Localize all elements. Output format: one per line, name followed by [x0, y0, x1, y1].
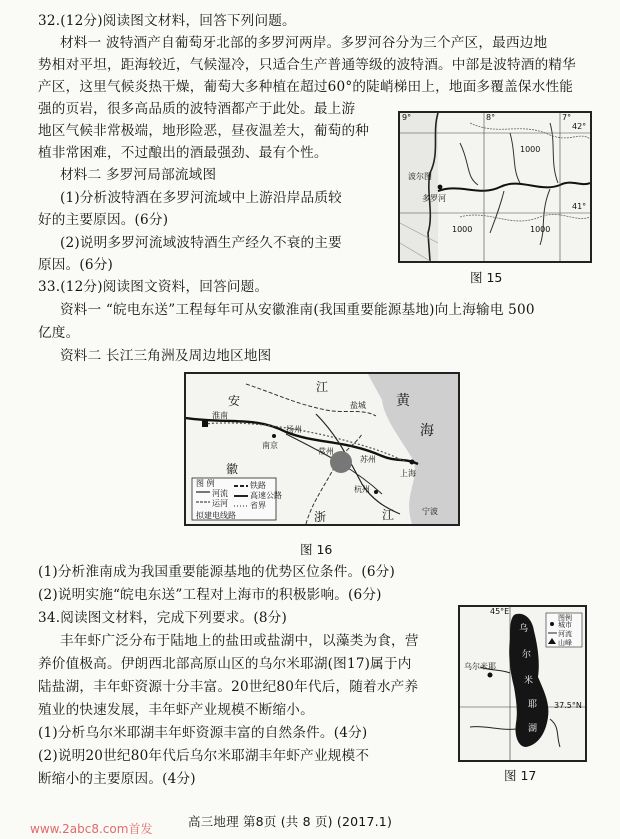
label-yangzhou: 扬州: [286, 425, 302, 434]
lake-char: 湖: [528, 724, 538, 734]
lon-label: 45°E: [490, 607, 510, 616]
legend-title: 图 例: [196, 479, 215, 488]
label-hui: 徽: [226, 462, 239, 476]
lat-label: 37.5°N: [554, 701, 582, 710]
watermark: www.2abc8.com首发: [30, 822, 153, 836]
city-urmia: 乌尔米耶: [464, 662, 496, 671]
lon-label: 8°: [486, 113, 496, 122]
q32-material1-line: 产区，这里气候炎热干燥，葡萄大多种植在超过60°的陡峭梯田上，地面多覆盖保水性能: [38, 79, 574, 95]
lake-char: 米: [524, 676, 534, 686]
contour-line: [460, 214, 590, 220]
q34-question1: (1)分析乌尔米耶湖丰年虾资源丰富的自然条件。(4分): [38, 725, 368, 741]
label-an: 安: [228, 394, 241, 408]
legend-river: 河流: [558, 630, 572, 638]
contour-label: 1000: [530, 225, 551, 234]
hangzhou-city-icon: [374, 490, 378, 494]
label-nanjing: 南京: [262, 441, 278, 450]
yangtze-delta-map: [184, 372, 460, 526]
legend-item-highway: 高速公路: [250, 491, 282, 500]
label-huang: 黄: [396, 393, 410, 409]
sea-area: [368, 374, 458, 524]
lon-label: 7°: [562, 113, 572, 122]
douro-map-svg: [400, 113, 590, 261]
q32-header: 32.(12分)阅读图文材料，回答下列问题。: [38, 13, 296, 29]
q32-question1: 好的主要原因。(6分): [38, 212, 169, 228]
legend-item-border: 省界: [250, 501, 266, 510]
q32-material1-line: 强的页岩，很多高品质的波特酒都产于此处。最上游: [38, 101, 356, 117]
figure-16-caption: 图 16: [300, 542, 333, 557]
lake-char: 耶: [528, 700, 538, 710]
q32-material1-line: 势相对平坦，距海较近，气候湿冷，只适合生产普通等级的波特酒。中部是波特酒的精华: [38, 57, 576, 73]
label-jiang: 江: [316, 380, 329, 394]
q32-material1-line: 植非常困难，不过酿出的酒最强劲、最有个性。: [38, 145, 328, 161]
lat-label: 42°: [572, 122, 587, 131]
urmia-city-icon: [488, 673, 493, 678]
q34-body-line: 养价值极高。伊朗西北部高原山区的乌尔米耶湖(图17)属于内: [38, 656, 412, 672]
label-suzhou: 苏州: [360, 455, 376, 464]
contour-label: 1000: [452, 225, 473, 234]
place-douro: 多罗河: [422, 194, 446, 203]
q34-header: 34.阅读图文材料，完成下列要求。(8分): [38, 610, 287, 626]
label-hai: 海: [420, 423, 434, 439]
legend-title: 图例: [558, 614, 572, 622]
q33-resource1: 资料一 “皖电东送”工程每年可从安徽淮南(我国重要能源基地)向上海输电 500: [60, 302, 535, 318]
q34-question2: (2)说明20世纪80年代后乌尔米耶湖丰年虾产业规模不: [38, 748, 370, 764]
label-yancheng: 盐城: [350, 401, 366, 410]
q32-question2: (2)说明多罗河流域波特酒生产经久不衰的主要: [60, 235, 342, 251]
q34-question2: 断缩小的主要原因。(4分): [38, 771, 196, 787]
legend-city-icon: [550, 622, 554, 626]
river: [550, 719, 560, 747]
label-hangzhou: 杭州: [354, 485, 370, 494]
q33-question2: (2)说明实施“皖电东送”工程对上海市的积极影响。(6分): [38, 587, 382, 603]
figure-17-caption: 图 17: [504, 768, 537, 783]
yangtze-river: [186, 418, 418, 464]
lake-char: 尔: [522, 650, 532, 660]
tributary: [540, 189, 550, 245]
figure-15-caption: 图 15: [470, 270, 503, 285]
railway: [316, 414, 400, 514]
q34-body-line: 陆盐湖，丰年虾资源十分丰富。20世纪80年代后，随着水产养: [38, 679, 419, 695]
lon-label: 9°: [402, 113, 412, 122]
label-changzhou: 常州: [318, 447, 334, 456]
douro-river: [438, 183, 590, 191]
q32-material2: 材料二 多罗河局部流域图: [60, 167, 217, 183]
label-zhe: 浙: [314, 510, 327, 524]
legend-item-canal: 运河: [212, 499, 228, 508]
q33-header: 33.(12分)阅读图文资料，回答问题。: [38, 279, 269, 295]
legend-city: 城市: [558, 621, 572, 629]
urmia-lake-map: [458, 605, 587, 762]
tributary: [510, 133, 520, 183]
label-ningbo: 宁波: [422, 507, 438, 516]
douro-map: [398, 111, 592, 263]
lake-char: 乌: [519, 624, 529, 634]
porto-city-icon: [438, 185, 443, 190]
tributary: [490, 191, 504, 233]
q32-question2: 原因。(6分): [38, 257, 114, 273]
tributary: [460, 143, 478, 185]
label-jiang2: 江: [382, 508, 395, 522]
nanjing-city-icon: [272, 434, 276, 438]
lat-label: 41°: [572, 202, 587, 211]
q32-material1-line: 地区气候非常极端，地形险恶，昼夜温差大，葡萄的种: [38, 123, 370, 139]
contour-label: 1000: [520, 145, 541, 154]
q34-body-line: 殖业的快速发展，丰年虾产业规模不断缩小。: [38, 702, 314, 718]
legend-item-railway: 铁路: [250, 481, 266, 490]
page-footer: 高三地理 第8页 (共 8 页) (2017.1): [188, 814, 393, 829]
label-huainan: 淮南: [212, 411, 228, 420]
q33-resource1: 亿度。: [38, 325, 80, 341]
legend-note: 拟建电线路: [196, 511, 236, 520]
label-shanghai: 上海: [400, 469, 416, 478]
river: [470, 727, 516, 730]
legend-item-river: 河流: [212, 489, 228, 498]
ocean-area: [400, 113, 438, 261]
place-porto: 波尔图: [408, 172, 432, 181]
q32-question1: (1)分析波特酒在多罗河流域中上游沿岸品质较: [60, 190, 342, 206]
q33-resource2: 资料二 长江三角洲及周边地区地图: [60, 348, 272, 364]
q33-question1: (1)分析淮南成为我国重要能源基地的优势区位条件。(6分): [38, 564, 395, 580]
shanghai-city-icon: [410, 460, 415, 465]
legend-mountain: 山峰: [558, 639, 572, 647]
q34-body-line: 丰年虾广泛分布于陆地上的盐田或盐湖中，以藻类为食，营: [60, 633, 419, 649]
tributary: [550, 123, 558, 183]
huainan-city-icon: [202, 421, 208, 427]
q32-material1-line: 材料一 波特酒产自葡萄牙北部的多罗河两岸。多罗河谷分为三个产区，最西边地: [60, 35, 548, 51]
